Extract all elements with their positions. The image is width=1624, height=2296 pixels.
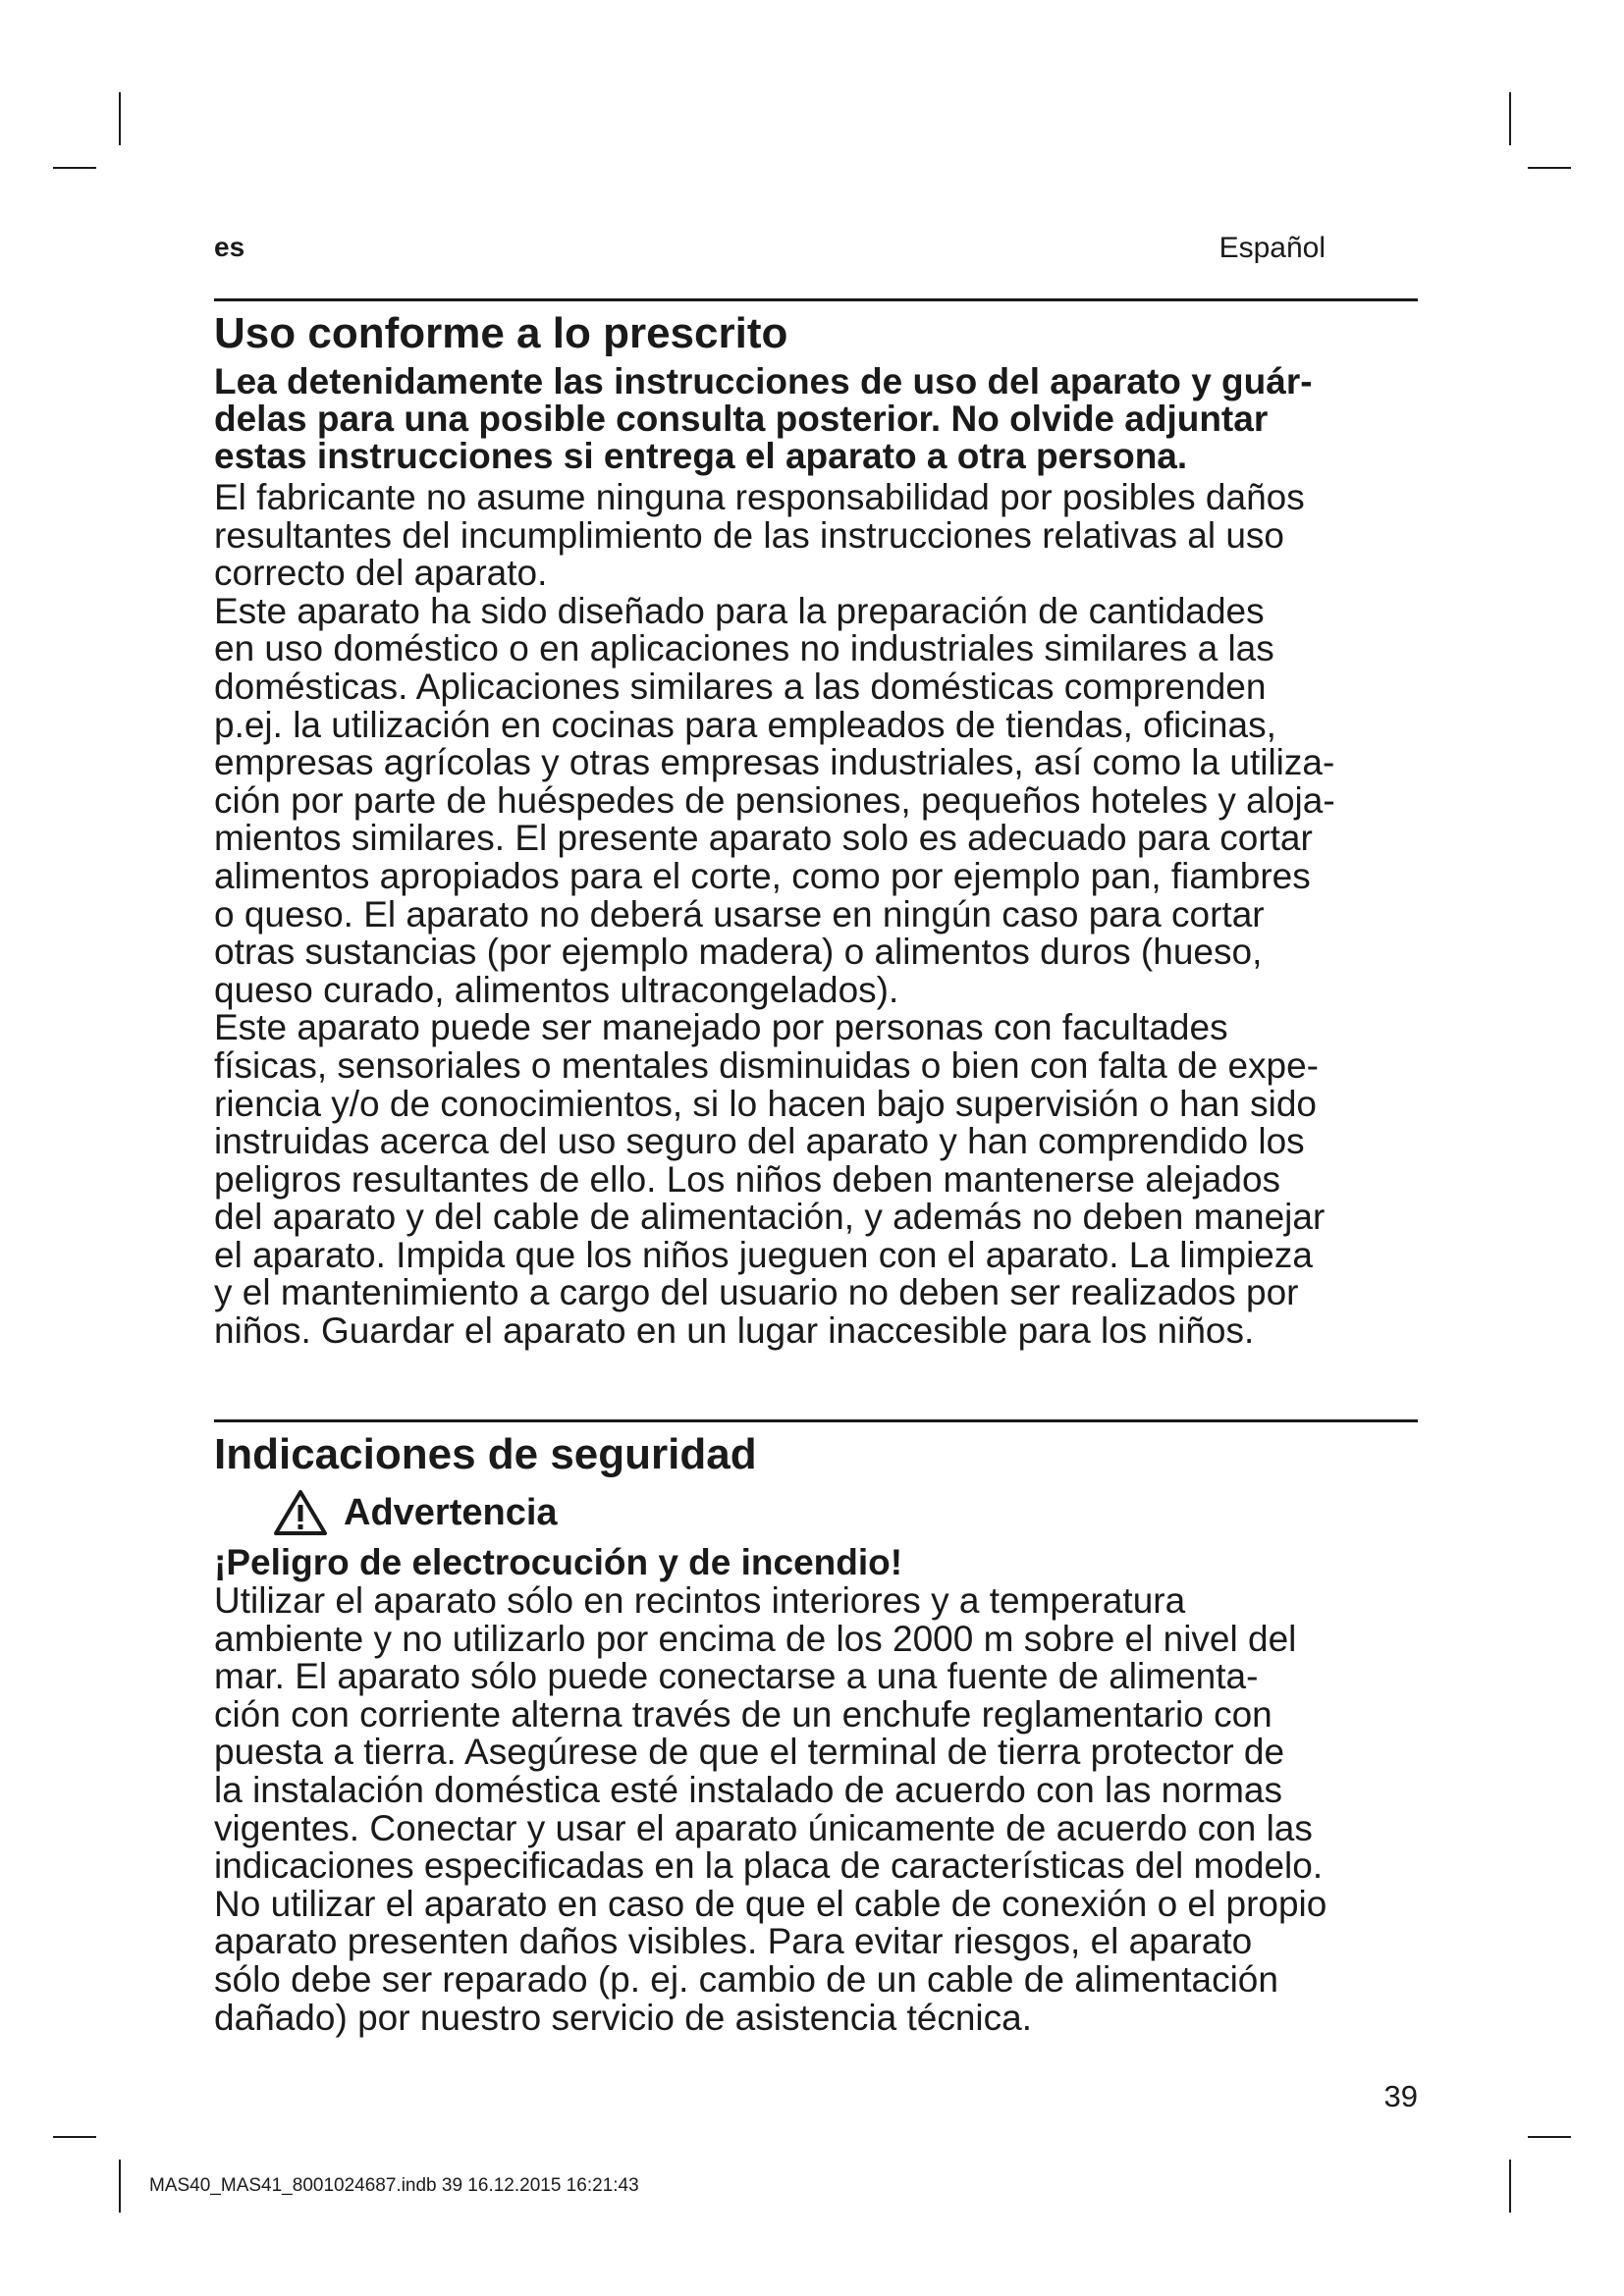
- body-line: alimentos apropiados para el corte, como por ejemplo pan, fiambres: [214, 855, 1311, 896]
- warning-triangle-icon: [273, 1489, 328, 1536]
- body-line: sólo debe ser reparado (p. ej. cambio de un cable de alimentación: [214, 1958, 1278, 2000]
- body-line: peligros resultantes de ello. Los niños deben mantenerse alejados: [214, 1158, 1281, 1200]
- body-line: p.ej. la utilización en cocinas para empleados de tiendas, oficinas,: [214, 704, 1276, 745]
- section-intended-use: [214, 310, 1418, 1351]
- body-line: mientos similares. El presente aparato solo es adecuado para cortar: [214, 818, 1313, 859]
- body-line: físicas, sensoriales o mentales disminuidas o bien con falta de expe-: [214, 1044, 1319, 1086]
- body-line: el aparato. Impida que los niños jueguen con el aparato. La limpieza: [214, 1234, 1313, 1275]
- body-text: [214, 479, 1418, 1351]
- body-line: El fabricante no asume ninguna responsabilidad por posibles daños: [214, 477, 1305, 517]
- body-line: empresas agrícolas y otras empresas industriales, así como la utiliza-: [214, 742, 1335, 783]
- section-rule: [214, 1419, 1418, 1422]
- body-line: queso curado, alimentos ultracongelados).: [214, 969, 899, 1010]
- lead-line: estas instrucciones si entrega el aparato a otra persona.: [214, 436, 1188, 476]
- body-line: ción con corriente alterna través de un enchufe reglamentario con: [214, 1693, 1272, 1735]
- body-line: correcto del aparato.: [214, 553, 548, 594]
- body-line: mar. El aparato sólo puede conectarse a una fuente de alimenta-: [214, 1656, 1259, 1697]
- crop-mark: [53, 167, 96, 169]
- crop-mark: [1509, 2160, 1511, 2213]
- body-line: Este aparato ha sido diseñado para la preparación de cantidades: [214, 590, 1265, 631]
- body-line: la instalación doméstica esté instalado de acuerdo con las normas: [214, 1769, 1283, 1810]
- crop-mark: [53, 2136, 96, 2138]
- lead-paragraph: [214, 363, 1418, 475]
- body-line: Este aparato puede ser manejado por personas con facultades: [214, 1007, 1228, 1048]
- language-name: Español: [1218, 232, 1326, 264]
- body-line: niños. Guardar el aparato en un lugar inaccesible para los niños.: [214, 1310, 1255, 1352]
- body-line: y el mantenimiento a cargo del usuario no deben ser realizados por: [214, 1272, 1299, 1313]
- body-line: del aparato y del cable de alimentación, y además no deben manejar: [214, 1197, 1326, 1238]
- lead-line: delas para una posible consulta posterior. No olvide adjuntar: [214, 399, 1269, 439]
- section-safety: [214, 1431, 1418, 2037]
- header-rule: [214, 298, 1418, 301]
- body-line: No utilizar el aparato en caso de que el cable de conexión o el propio: [214, 1883, 1327, 1924]
- body-line: riencia y/o de conocimientos, si lo hacen bajo supervisión o han sido: [214, 1083, 1317, 1124]
- body-line: vigentes. Conectar y usar el aparato únicamente de acuerdo con las: [214, 1807, 1313, 1848]
- body-line: instruidas acerca del uso seguro del aparato y han comprendido los: [214, 1121, 1305, 1162]
- body-line: dañado) por nuestro servicio de asistencia técnica.: [214, 1997, 1032, 2038]
- danger-heading: ¡Peligro de electrocución y de incendio!: [214, 1542, 903, 1582]
- print-footer: MAS40_MAS41_8001024687.indb 39 16.12.2015 16:21:43: [149, 2175, 639, 2196]
- body-line: o queso. El aparato no deberá usarse en ningún caso para cortar: [214, 893, 1265, 934]
- body-line: ambiente y no utilizarlo por encima de los 2000 m sobre el nivel del: [214, 1618, 1297, 1659]
- body-line: ción por parte de huéspedes de pensiones, pequeños hoteles y aloja-: [214, 779, 1335, 821]
- crop-mark: [119, 2160, 121, 2213]
- section-title: Indicaciones de seguridad: [214, 1430, 757, 1478]
- page-number: 39: [1383, 2079, 1418, 2113]
- body-line: aparato presenten daños visibles. Para evitar riesgos, el aparato: [214, 1921, 1253, 1962]
- section-title: Uso conforme a lo prescrito: [214, 309, 788, 357]
- warning-row: [273, 1488, 1418, 1537]
- crop-mark: [1528, 167, 1571, 169]
- body-line: resultantes del incumplimiento de las instrucciones relativas al uso: [214, 514, 1284, 556]
- body-line: Utilizar el aparato sólo en recintos interiores y a temperatura: [214, 1580, 1186, 1621]
- language-code: es: [214, 232, 245, 262]
- crop-mark: [119, 92, 121, 145]
- body-line: en uso doméstico o en aplicaciones no industriales similares a las: [214, 628, 1274, 669]
- body-line: otras sustancias (por ejemplo madera) o alimentos duros (hueso,: [214, 932, 1263, 973]
- crop-mark: [1509, 92, 1511, 145]
- body-line: domésticas. Aplicaciones similares a las domésticas comprenden: [214, 666, 1267, 707]
- lead-line: Lea detenidamente las instrucciones de uso del aparato y guár-: [214, 361, 1313, 401]
- body-text: [214, 1582, 1418, 2037]
- body-line: indicaciones especificadas en la placa de características del modelo.: [214, 1845, 1324, 1887]
- crop-mark: [1528, 2136, 1571, 2138]
- warning-label: Advertencia: [344, 1491, 558, 1533]
- body-line: puesta a tierra. Asegúrese de que el terminal de tierra protector de: [214, 1732, 1285, 1773]
